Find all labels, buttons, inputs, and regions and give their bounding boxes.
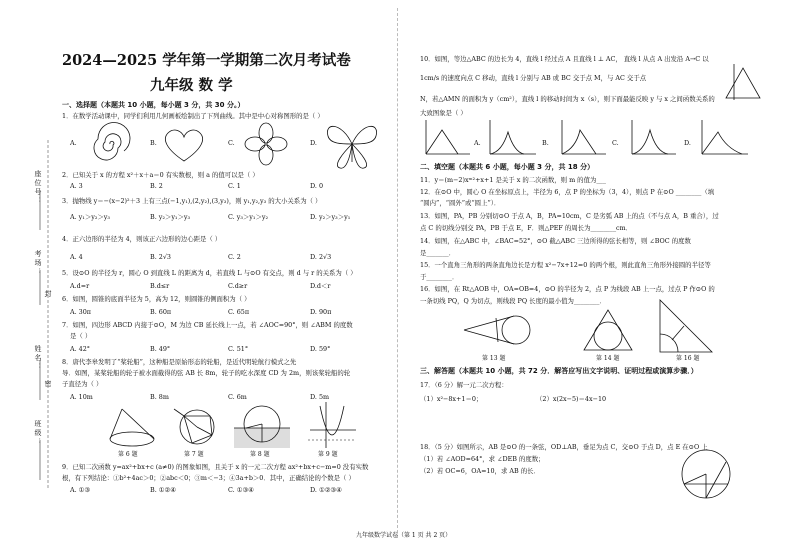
q10-option-a: A. [474, 139, 481, 147]
q8-stem-2: 导．如图，某桨轮船的轮子被水面截得的弦 AB 长 8m，轮子的吃水深度 CD 为 2m，则该桨轮船的轮 [62, 369, 351, 377]
q8-stem: 8．唐代李皋发明了“桨轮船”，这种船是原始形态的轮船，是近代明轮航行模式之先 [62, 358, 297, 366]
butterfly-figure [322, 118, 382, 170]
exam-subject: 九年级 数 学 [150, 77, 233, 94]
right-triangle-figure [654, 296, 716, 356]
q3-option-d: D. y₂＞y₃＞y₁ [310, 213, 351, 221]
q6-option-c: C. 65π [228, 308, 250, 316]
q8-stem-3: 子直径为（ ） [62, 380, 103, 388]
q7-option-b: B. 49° [150, 345, 171, 353]
q8-option-a: A. 10m [70, 393, 93, 401]
tangent-lines-figure [460, 308, 540, 352]
q10-option-d: D. [684, 139, 691, 147]
q18-part-1: （1）若 ∠AOD=64°，求 ∠DEB 的度数； [420, 455, 545, 463]
name-label: 姓名： [34, 345, 42, 372]
q4-option-a: A. 4 [70, 253, 83, 261]
q10-line-2: 1cm/s 的速度向点 C 移动，直线 l 分别与 AB 或 BC 交于点 M，与 AC 交于点 [420, 74, 647, 82]
section-1-heading: 一、选择题（本题共 10 小题，每小题 3 分，共 30 分。） [62, 101, 245, 109]
q9-stem-2: 根，有下列结论：①b²+4ac＞0；②abc＜0；③m＜−3；④3a+b＞0．其中，正确结论的个数是（ ） [62, 474, 355, 482]
graph-option-d2-figure [698, 118, 750, 158]
q3-option-c: C. y₃＞y₁＞y₂ [228, 213, 269, 221]
q2-option-d: D. 0 [310, 182, 324, 190]
graph-option-a-figure [420, 118, 472, 158]
q2-stem: 2．已知关于 x 的方程 x²＋x＋a＝0 有实数根，则 a 的值可以是（ ） [62, 171, 259, 179]
q1-option-b: B. [150, 139, 157, 147]
q5-option-a: A.d=r [70, 282, 90, 290]
seat-number-label: 座位号： [34, 170, 42, 206]
q10-line-3: N，若△AMN 的面积为 y（cm²），直线 l 的移动时间为 x（s），则下面最能反映 y 与 x 之间函数关系的 [420, 95, 715, 103]
q11-text: 11．y＝(m−2)xᵐ²+x+1 是关于 x 的二次函数，则 m 的值为___ [420, 176, 606, 184]
q8-option-c: C. 6m [228, 393, 247, 401]
q6-option-a: A. 30π [70, 308, 92, 316]
q16-text-2: 一条切线 PQ，Q 为切点，则线段 PQ 长度的最小值为________． [420, 297, 606, 305]
q17-text: 17．（6 分）解一元二次方程： [420, 381, 508, 389]
column-divider [397, 8, 398, 538]
paddle-wheel-figure [232, 402, 292, 450]
q7-stem: 7．如图，四边形 ABCD 内接于⊙O，M 为边 CB 延长线上一点，若 ∠AOC=90°，则 ∠ABM 的度数 [62, 321, 353, 329]
q6-stem: 6．如图，圆锥的底面半径为 5，高为 12，则圆锥的侧面积为（ ） [62, 295, 251, 303]
q8-option-b: B. 8m [150, 393, 169, 401]
q13-text: 13．如图，PA，PB 分别切⊙O 于点 A，B，PA=10cm，C 是劣弧 AB 上的点（不与点 A，B 重合），过 [420, 212, 719, 220]
section-3-heading: 三、解答题（本题共 10 小题，共 72 分．解答应写出文字说明、证明过程或演算步骤．） [420, 367, 698, 375]
triangle-circle-figure [580, 306, 636, 354]
q9-stem: 9．已知二次函数 y=ax²+bx+c (a≠0) 的图象如图，且关于 x 的一元二次方程 ax²+bx+c−m=0 没有实数 [62, 463, 369, 471]
q5-stem: 5．设⊙O 的半径为 r，圆心 O 到直线 L 的距离为 d，若直线 L 与⊙O 有交点，则 d 与 r 的关系为（ ） [62, 269, 357, 277]
four-petal-figure [242, 122, 290, 166]
section-2-heading: 二、填空题（本题共 6 小题，每小题 3 分，共 18 分） [420, 163, 595, 171]
q7-option-c: C. 51° [228, 345, 249, 353]
q7-option-d: D. 59° [310, 345, 331, 353]
q6-option-d: D. 90π [310, 308, 332, 316]
graph-option-c-figure [556, 118, 608, 158]
cone-figure [100, 405, 162, 449]
q15-text-2: 于________． [420, 273, 459, 281]
q17-part-1: （1）x²−8x+1＝0； [420, 395, 483, 403]
q5-option-c: C.d≥r [228, 282, 248, 290]
q17-part-2: （2）x(2x−5)＝4x−10 [536, 395, 607, 403]
q3-option-a: A. y₁＞y₂＞y₃ [70, 213, 110, 221]
q10-line-1: 10．如图，等边△ABC 的边长为 4，直线 l 经过点 A 且直线 l ⊥ AC， 直线 l 从点 A 出发沿 A→C 以 [420, 55, 709, 63]
fig7-caption: 第 7 题 [184, 451, 204, 458]
q5-option-d: D.d＜r [310, 282, 331, 290]
parabola-figure [306, 400, 358, 450]
exam-room-label: 考场： [34, 250, 42, 277]
q7-stem-2: 是（ ） [70, 332, 92, 340]
exam-title: 2024—2025 学年第一学期第二次月考试卷 [62, 52, 351, 69]
q18-text: 18．（5 分）如图所示，AB 是⊙O 的一条弦，OD⊥AB，垂足为点 C，交⊙O 于点 D，点 E 在⊙O 上 [420, 443, 708, 451]
graph-option-d-figure [626, 118, 678, 158]
q2-option-c: C. 1 [228, 182, 241, 190]
q4-option-c: C. 2 [228, 253, 241, 261]
fig16-caption: 第 16 题 [676, 355, 700, 362]
binding-line [38, 140, 52, 490]
q1-option-c: C. [228, 139, 235, 147]
q4-option-b: B. 2√3 [150, 253, 171, 261]
q18-part-2: （2）若 OC=6，OA=10，求 AB 的长． [420, 467, 540, 475]
fig14-caption: 第 14 题 [596, 355, 620, 362]
q12-text-2: “圆内”，“圆外”或“圆上”）． [420, 199, 501, 207]
q6-option-b: B. 60π [150, 308, 172, 316]
fig8-caption: 第 8 题 [250, 451, 270, 458]
q10-option-c: C. [612, 139, 619, 147]
q1-option-a: A. [70, 139, 77, 147]
chord-circle-figure [676, 446, 736, 506]
q9-option-a: A. ①③ [70, 486, 91, 494]
q4-option-d: D. 2√3 [310, 253, 332, 261]
q4-stem: 4．正六边形的半径为 4，则该正六边形的边心距是（ ） [62, 235, 222, 243]
q9-option-b: B. ①②④ [150, 486, 176, 494]
q14-text: 14．如图，在△ABC 中，∠BAC=52°，⊙O 截△ABC 三边所得的弦长相等，则 ∠BOC 的度数 [420, 237, 691, 245]
q13-text-2: 点 C 的切线分别交 PA，PB 于点 E，F．则△PEF 的周长为________cm． [420, 224, 633, 232]
q2-option-a: A. 3 [70, 182, 83, 190]
q12-text: 12．在⊙O 中，圆心 O 在坐标原点上，半径为 6，点 P 的坐标为（3，4），则点 P 在⊙O ________（填 [420, 188, 715, 196]
q10-line-4: 大致图象是（ ） [420, 109, 467, 117]
fig13-caption: 第 13 题 [482, 355, 506, 362]
graph-option-b-figure [486, 118, 538, 158]
class-label: 班级： [34, 420, 42, 447]
q2-option-b: B. 2 [150, 182, 163, 190]
q3-option-b: B. y₂＞y₁＞y₃ [150, 213, 191, 221]
q9-option-c: C. ①③④ [228, 486, 254, 494]
fig9-caption: 第 9 题 [318, 451, 338, 458]
inscribed-quadrilateral-figure [172, 405, 222, 449]
q14-text-2: 是_______． [420, 249, 456, 257]
q16-text: 16．如图，在 Rt△AOB 中，OA=OB=4，⊙O 的半径为 2，点 P 为线段 AB 上一点，过点 P 作⊙O 的 [420, 285, 715, 293]
q8-option-d: D. 5m [310, 393, 330, 401]
q1-stem: 1．在数学活动课中，同学们利用几何画板绘制出了下列曲线。其中是中心对称图形的是（ ） [62, 112, 324, 120]
heart-figure [160, 125, 208, 165]
seal-mark: 封 [44, 290, 52, 299]
q5-option-b: B.d≤r [150, 282, 170, 290]
secret-mark: 密 [44, 380, 52, 389]
spiral-figure [88, 122, 132, 166]
q9-option-d: D. ①②③④ [310, 486, 342, 494]
q10-option-b: B. [542, 139, 549, 147]
q15-text: 15．一个直角三角形的两条直角边长是方程 x²−7x+12=0 的两个根，则此直角三角形外接圆的半径等 [420, 261, 711, 269]
page-footer: 九年级数学试卷（第 1 页 共 2 页） [356, 532, 452, 539]
q3-stem: 3．抛物线 y＝−(x−2)²＋3 上有三点(−1,y₁),(2,y₂),(3,y₃)，则 y₁,y₂,y₃ 的大小关系为（ ） [62, 197, 322, 205]
fig6-caption: 第 6 题 [118, 451, 138, 458]
q1-option-d: D. [310, 139, 317, 147]
triangle-abc-figure [722, 62, 764, 102]
q7-option-a: A. 42° [70, 345, 91, 353]
